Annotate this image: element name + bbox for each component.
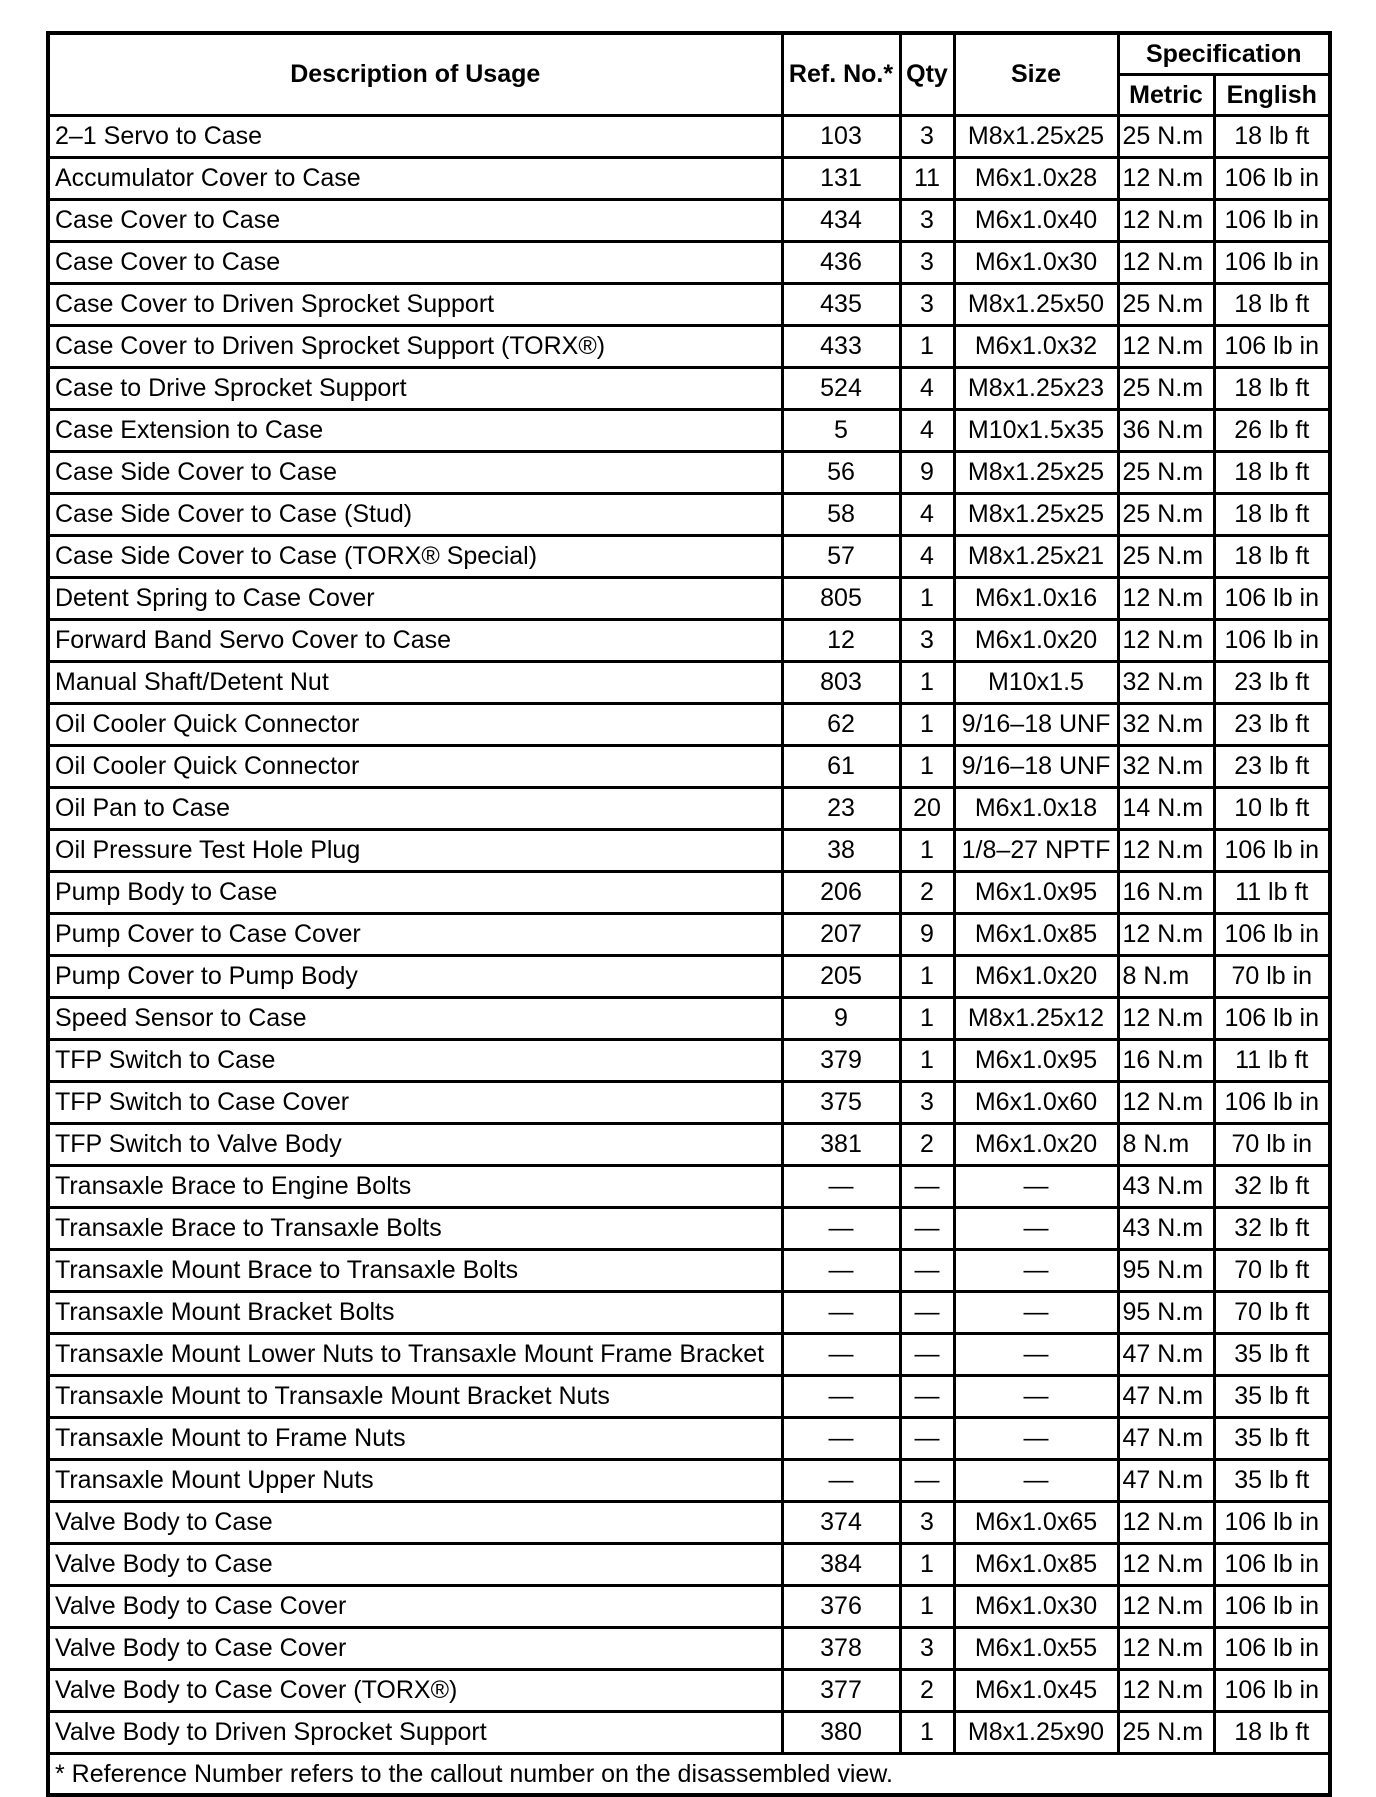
cell-metric: 25 N.m — [1118, 284, 1214, 326]
cell-english: 18 lb ft — [1214, 368, 1330, 410]
table-body — [48, 116, 1330, 1754]
cell-metric: 47 N.m — [1118, 1376, 1214, 1418]
table-header — [48, 33, 1330, 116]
table-row — [48, 1628, 1330, 1670]
cell-description: Valve Body to Case — [48, 1502, 782, 1544]
cell-qty: 4 — [900, 410, 954, 452]
cell-qty: 3 — [900, 284, 954, 326]
cell-ref-no: 103 — [782, 116, 900, 158]
cell-size: M6x1.0x60 — [954, 1082, 1118, 1124]
table-row — [48, 998, 1330, 1040]
table-row — [48, 494, 1330, 536]
cell-english: 35 lb ft — [1214, 1460, 1330, 1502]
cell-ref-no: 433 — [782, 326, 900, 368]
cell-metric: 12 N.m — [1118, 830, 1214, 872]
table-row — [48, 1544, 1330, 1586]
cell-size: M8x1.25x12 — [954, 998, 1118, 1040]
cell-qty: 1 — [900, 830, 954, 872]
cell-metric: 47 N.m — [1118, 1460, 1214, 1502]
table-row — [48, 956, 1330, 998]
cell-size: M6x1.0x28 — [954, 158, 1118, 200]
header-english: English — [1214, 75, 1330, 116]
table-row — [48, 578, 1330, 620]
cell-qty: — — [900, 1292, 954, 1334]
cell-size: M8x1.25x21 — [954, 536, 1118, 578]
torque-spec-table — [46, 31, 1332, 1797]
table-row — [48, 1082, 1330, 1124]
cell-english: 106 lb in — [1214, 1670, 1330, 1712]
cell-qty: 1 — [900, 704, 954, 746]
cell-english: 35 lb ft — [1214, 1376, 1330, 1418]
table-row — [48, 1292, 1330, 1334]
table-row — [48, 1124, 1330, 1166]
cell-ref-no: 379 — [782, 1040, 900, 1082]
cell-ref-no: — — [782, 1166, 900, 1208]
cell-english: 106 lb in — [1214, 620, 1330, 662]
cell-size: M8x1.25x25 — [954, 452, 1118, 494]
cell-metric: 8 N.m — [1118, 1124, 1214, 1166]
cell-description: Transaxle Brace to Transaxle Bolts — [48, 1208, 782, 1250]
cell-size: M6x1.0x20 — [954, 620, 1118, 662]
cell-description: TFP Switch to Case Cover — [48, 1082, 782, 1124]
cell-metric: 25 N.m — [1118, 536, 1214, 578]
cell-qty: 3 — [900, 1628, 954, 1670]
header-size: Size — [954, 33, 1118, 116]
cell-english: 10 lb ft — [1214, 788, 1330, 830]
cell-ref-no: 434 — [782, 200, 900, 242]
cell-qty: 11 — [900, 158, 954, 200]
cell-description: Case Side Cover to Case (TORX® Special) — [48, 536, 782, 578]
cell-english: 106 lb in — [1214, 1082, 1330, 1124]
cell-english: 18 lb ft — [1214, 116, 1330, 158]
cell-metric: 12 N.m — [1118, 998, 1214, 1040]
cell-metric: 95 N.m — [1118, 1292, 1214, 1334]
cell-qty: — — [900, 1334, 954, 1376]
cell-qty: 1 — [900, 1544, 954, 1586]
cell-english: 106 lb in — [1214, 578, 1330, 620]
cell-size: M6x1.0x55 — [954, 1628, 1118, 1670]
cell-description: Pump Cover to Case Cover — [48, 914, 782, 956]
table-row — [48, 1040, 1330, 1082]
cell-qty: 3 — [900, 242, 954, 284]
table-row — [48, 158, 1330, 200]
cell-description: Pump Cover to Pump Body — [48, 956, 782, 998]
cell-description: Oil Cooler Quick Connector — [48, 746, 782, 788]
cell-description: TFP Switch to Valve Body — [48, 1124, 782, 1166]
cell-metric: 25 N.m — [1118, 116, 1214, 158]
cell-size: M6x1.0x45 — [954, 1670, 1118, 1712]
cell-qty: 4 — [900, 536, 954, 578]
cell-english: 26 lb ft — [1214, 410, 1330, 452]
cell-english: 23 lb ft — [1214, 704, 1330, 746]
cell-size: M6x1.0x30 — [954, 1586, 1118, 1628]
cell-english: 70 lb ft — [1214, 1250, 1330, 1292]
cell-description: Detent Spring to Case Cover — [48, 578, 782, 620]
cell-ref-no: 375 — [782, 1082, 900, 1124]
header-description: Description of Usage — [48, 33, 782, 116]
cell-description: Forward Band Servo Cover to Case — [48, 620, 782, 662]
cell-size: M6x1.0x32 — [954, 326, 1118, 368]
cell-english: 11 lb ft — [1214, 872, 1330, 914]
cell-description: Case Extension to Case — [48, 410, 782, 452]
cell-ref-no: 5 — [782, 410, 900, 452]
cell-english: 32 lb ft — [1214, 1208, 1330, 1250]
cell-qty: 2 — [900, 872, 954, 914]
cell-qty: — — [900, 1418, 954, 1460]
cell-ref-no: 377 — [782, 1670, 900, 1712]
table-row — [48, 452, 1330, 494]
table-row — [48, 1502, 1330, 1544]
cell-metric: 12 N.m — [1118, 1544, 1214, 1586]
table-row — [48, 914, 1330, 956]
table-row — [48, 1208, 1330, 1250]
cell-ref-no: 381 — [782, 1124, 900, 1166]
cell-qty: 1 — [900, 746, 954, 788]
cell-ref-no: 57 — [782, 536, 900, 578]
cell-metric: 12 N.m — [1118, 914, 1214, 956]
cell-size: M6x1.0x20 — [954, 1124, 1118, 1166]
cell-description: Valve Body to Case Cover — [48, 1586, 782, 1628]
cell-description: Case Side Cover to Case (Stud) — [48, 494, 782, 536]
cell-size: M6x1.0x95 — [954, 872, 1118, 914]
table-row — [48, 704, 1330, 746]
header-specification: Specification — [1118, 33, 1330, 75]
table-row — [48, 1670, 1330, 1712]
cell-metric: 32 N.m — [1118, 746, 1214, 788]
cell-size: — — [954, 1418, 1118, 1460]
cell-description: Transaxle Mount to Transaxle Mount Bracket Nuts — [48, 1376, 782, 1418]
cell-metric: 12 N.m — [1118, 1586, 1214, 1628]
cell-description: Transaxle Mount Brace to Transaxle Bolts — [48, 1250, 782, 1292]
cell-metric: 25 N.m — [1118, 368, 1214, 410]
table-row — [48, 1166, 1330, 1208]
cell-english: 106 lb in — [1214, 1544, 1330, 1586]
cell-qty: — — [900, 1376, 954, 1418]
cell-description: Case Side Cover to Case — [48, 452, 782, 494]
header-metric: Metric — [1118, 75, 1214, 116]
cell-qty: 3 — [900, 620, 954, 662]
cell-size: M8x1.25x90 — [954, 1712, 1118, 1754]
cell-ref-no: 207 — [782, 914, 900, 956]
cell-description: Accumulator Cover to Case — [48, 158, 782, 200]
cell-ref-no: 374 — [782, 1502, 900, 1544]
cell-metric: 12 N.m — [1118, 620, 1214, 662]
cell-qty: 4 — [900, 368, 954, 410]
cell-size: 9/16–18 UNF — [954, 746, 1118, 788]
table-row — [48, 662, 1330, 704]
cell-ref-no: 23 — [782, 788, 900, 830]
cell-qty: 9 — [900, 452, 954, 494]
table-row — [48, 830, 1330, 872]
table-row — [48, 872, 1330, 914]
table-row — [48, 1250, 1330, 1292]
cell-metric: 12 N.m — [1118, 1082, 1214, 1124]
table-row — [48, 1418, 1330, 1460]
cell-description: Case Cover to Case — [48, 242, 782, 284]
table-row — [48, 1376, 1330, 1418]
cell-english: 18 lb ft — [1214, 452, 1330, 494]
cell-description: 2–1 Servo to Case — [48, 116, 782, 158]
cell-english: 70 lb ft — [1214, 1292, 1330, 1334]
cell-metric: 47 N.m — [1118, 1334, 1214, 1376]
cell-metric: 25 N.m — [1118, 494, 1214, 536]
cell-english: 106 lb in — [1214, 242, 1330, 284]
cell-metric: 43 N.m — [1118, 1208, 1214, 1250]
cell-size: M10x1.5x35 — [954, 410, 1118, 452]
cell-ref-no: 380 — [782, 1712, 900, 1754]
cell-metric: 47 N.m — [1118, 1418, 1214, 1460]
cell-qty: 2 — [900, 1670, 954, 1712]
cell-size: M8x1.25x50 — [954, 284, 1118, 326]
cell-size: M6x1.0x40 — [954, 200, 1118, 242]
table-row — [48, 368, 1330, 410]
cell-metric: 14 N.m — [1118, 788, 1214, 830]
cell-english: 18 lb ft — [1214, 536, 1330, 578]
cell-description: Oil Pan to Case — [48, 788, 782, 830]
cell-metric: 36 N.m — [1118, 410, 1214, 452]
cell-ref-no: 58 — [782, 494, 900, 536]
cell-size: M8x1.25x25 — [954, 494, 1118, 536]
cell-qty: — — [900, 1460, 954, 1502]
cell-ref-no: 206 — [782, 872, 900, 914]
cell-ref-no: — — [782, 1460, 900, 1502]
cell-description: Pump Body to Case — [48, 872, 782, 914]
cell-ref-no: 803 — [782, 662, 900, 704]
cell-metric: 12 N.m — [1118, 158, 1214, 200]
cell-description: Transaxle Mount Bracket Bolts — [48, 1292, 782, 1334]
table-row — [48, 410, 1330, 452]
cell-size: — — [954, 1166, 1118, 1208]
cell-metric: 12 N.m — [1118, 200, 1214, 242]
cell-qty: 1 — [900, 998, 954, 1040]
table-row — [48, 1460, 1330, 1502]
cell-english: 106 lb in — [1214, 830, 1330, 872]
cell-size: M6x1.0x85 — [954, 914, 1118, 956]
cell-size: M6x1.0x18 — [954, 788, 1118, 830]
cell-size: M6x1.0x20 — [954, 956, 1118, 998]
cell-size: — — [954, 1334, 1118, 1376]
cell-ref-no: 38 — [782, 830, 900, 872]
cell-metric: 25 N.m — [1118, 452, 1214, 494]
header-ref-no: Ref. No.* — [782, 33, 900, 116]
cell-ref-no: 61 — [782, 746, 900, 788]
cell-ref-no: 436 — [782, 242, 900, 284]
table-row — [48, 788, 1330, 830]
cell-english: 106 lb in — [1214, 158, 1330, 200]
cell-ref-no: — — [782, 1418, 900, 1460]
cell-metric: 12 N.m — [1118, 326, 1214, 368]
footnote: * Reference Number refers to the callout number on the disassembled view. — [48, 1754, 1330, 1796]
cell-qty: 1 — [900, 1040, 954, 1082]
cell-ref-no: 384 — [782, 1544, 900, 1586]
cell-metric: 12 N.m — [1118, 242, 1214, 284]
cell-metric: 32 N.m — [1118, 662, 1214, 704]
cell-qty: 9 — [900, 914, 954, 956]
cell-size: — — [954, 1376, 1118, 1418]
cell-ref-no: 9 — [782, 998, 900, 1040]
table-row — [48, 1586, 1330, 1628]
cell-metric: 16 N.m — [1118, 872, 1214, 914]
cell-description: Speed Sensor to Case — [48, 998, 782, 1040]
cell-qty: 1 — [900, 1586, 954, 1628]
cell-qty: 1 — [900, 662, 954, 704]
cell-english: 18 lb ft — [1214, 1712, 1330, 1754]
cell-description: TFP Switch to Case — [48, 1040, 782, 1082]
cell-english: 106 lb in — [1214, 1502, 1330, 1544]
cell-qty: 3 — [900, 1082, 954, 1124]
cell-qty: 20 — [900, 788, 954, 830]
cell-qty: 1 — [900, 578, 954, 620]
cell-ref-no: 378 — [782, 1628, 900, 1670]
table-row — [48, 200, 1330, 242]
cell-size: — — [954, 1460, 1118, 1502]
table-row — [48, 284, 1330, 326]
cell-ref-no: 62 — [782, 704, 900, 746]
table-row — [48, 536, 1330, 578]
cell-ref-no: — — [782, 1208, 900, 1250]
cell-english: 70 lb in — [1214, 956, 1330, 998]
cell-english: 106 lb in — [1214, 200, 1330, 242]
cell-size: M6x1.0x65 — [954, 1502, 1118, 1544]
cell-ref-no: 131 — [782, 158, 900, 200]
table-row — [48, 1712, 1330, 1754]
cell-metric: 32 N.m — [1118, 704, 1214, 746]
cell-ref-no: 376 — [782, 1586, 900, 1628]
cell-metric: 25 N.m — [1118, 1712, 1214, 1754]
cell-description: Transaxle Brace to Engine Bolts — [48, 1166, 782, 1208]
cell-ref-no: 524 — [782, 368, 900, 410]
cell-english: 18 lb ft — [1214, 494, 1330, 536]
cell-ref-no: 435 — [782, 284, 900, 326]
cell-metric: 16 N.m — [1118, 1040, 1214, 1082]
cell-qty: 1 — [900, 1712, 954, 1754]
cell-qty: 1 — [900, 326, 954, 368]
cell-ref-no: 805 — [782, 578, 900, 620]
cell-description: Case Cover to Driven Sprocket Support — [48, 284, 782, 326]
table-row — [48, 1334, 1330, 1376]
cell-ref-no: 205 — [782, 956, 900, 998]
cell-english: 18 lb ft — [1214, 284, 1330, 326]
cell-english: 106 lb in — [1214, 914, 1330, 956]
cell-qty: 1 — [900, 956, 954, 998]
cell-ref-no: — — [782, 1376, 900, 1418]
cell-english: 35 lb ft — [1214, 1418, 1330, 1460]
header-qty: Qty — [900, 33, 954, 116]
cell-ref-no: 12 — [782, 620, 900, 662]
cell-qty: 3 — [900, 116, 954, 158]
cell-size: M10x1.5 — [954, 662, 1118, 704]
cell-size: M6x1.0x95 — [954, 1040, 1118, 1082]
cell-metric: 43 N.m — [1118, 1166, 1214, 1208]
cell-description: Manual Shaft/Detent Nut — [48, 662, 782, 704]
table-row — [48, 326, 1330, 368]
cell-description: Case to Drive Sprocket Support — [48, 368, 782, 410]
cell-ref-no: — — [782, 1250, 900, 1292]
cell-size: — — [954, 1208, 1118, 1250]
cell-qty: 3 — [900, 1502, 954, 1544]
cell-ref-no: 56 — [782, 452, 900, 494]
cell-description: Valve Body to Driven Sprocket Support — [48, 1712, 782, 1754]
table-row — [48, 620, 1330, 662]
cell-size: — — [954, 1292, 1118, 1334]
cell-metric: 12 N.m — [1118, 1670, 1214, 1712]
cell-english: 106 lb in — [1214, 998, 1330, 1040]
table-row — [48, 116, 1330, 158]
cell-qty: 3 — [900, 200, 954, 242]
cell-english: 106 lb in — [1214, 1586, 1330, 1628]
cell-description: Transaxle Mount to Frame Nuts — [48, 1418, 782, 1460]
table-row — [48, 746, 1330, 788]
cell-ref-no: — — [782, 1292, 900, 1334]
cell-description: Valve Body to Case — [48, 1544, 782, 1586]
cell-description: Case Cover to Driven Sprocket Support (TORX®) — [48, 326, 782, 368]
cell-english: 23 lb ft — [1214, 746, 1330, 788]
cell-english: 32 lb ft — [1214, 1166, 1330, 1208]
cell-description: Valve Body to Case Cover (TORX®) — [48, 1670, 782, 1712]
cell-size: M6x1.0x16 — [954, 578, 1118, 620]
cell-english: 11 lb ft — [1214, 1040, 1330, 1082]
cell-english: 35 lb ft — [1214, 1334, 1330, 1376]
cell-description: Transaxle Mount Lower Nuts to Transaxle Mount Frame Bracket — [48, 1334, 782, 1376]
cell-description: Transaxle Mount Upper Nuts — [48, 1460, 782, 1502]
cell-description: Oil Pressure Test Hole Plug — [48, 830, 782, 872]
cell-english: 106 lb in — [1214, 1628, 1330, 1670]
cell-metric: 12 N.m — [1118, 1502, 1214, 1544]
cell-size: M6x1.0x85 — [954, 1544, 1118, 1586]
cell-metric: 95 N.m — [1118, 1250, 1214, 1292]
cell-description: Oil Cooler Quick Connector — [48, 704, 782, 746]
cell-size: — — [954, 1250, 1118, 1292]
cell-metric: 12 N.m — [1118, 578, 1214, 620]
cell-metric: 12 N.m — [1118, 1628, 1214, 1670]
cell-qty: — — [900, 1250, 954, 1292]
table-row — [48, 242, 1330, 284]
cell-size: M6x1.0x30 — [954, 242, 1118, 284]
cell-english: 23 lb ft — [1214, 662, 1330, 704]
cell-qty: — — [900, 1208, 954, 1250]
cell-qty: 2 — [900, 1124, 954, 1166]
cell-description: Case Cover to Case — [48, 200, 782, 242]
cell-ref-no: — — [782, 1334, 900, 1376]
cell-size: 1/8–27 NPTF — [954, 830, 1118, 872]
cell-metric: 8 N.m — [1118, 956, 1214, 998]
cell-size: M8x1.25x25 — [954, 116, 1118, 158]
cell-english: 106 lb in — [1214, 326, 1330, 368]
cell-qty: 4 — [900, 494, 954, 536]
cell-size: 9/16–18 UNF — [954, 704, 1118, 746]
cell-size: M8x1.25x23 — [954, 368, 1118, 410]
cell-english: 70 lb in — [1214, 1124, 1330, 1166]
cell-qty: — — [900, 1166, 954, 1208]
cell-description: Valve Body to Case Cover — [48, 1628, 782, 1670]
